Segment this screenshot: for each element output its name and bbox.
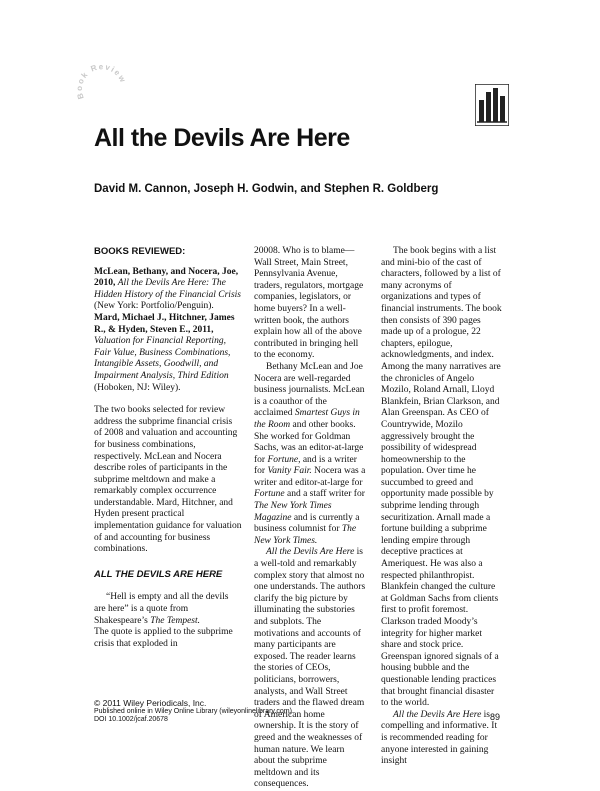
ref1-names: McLean, Bethany, and Nocera, Joe, 2010, [94, 266, 239, 289]
recommendation-book-title: All the Devils Are Here [393, 709, 482, 720]
column-1 [94, 246, 242, 650]
article-title: All the Devils Are Here [94, 124, 350, 152]
svg-text:Book Review [75, 62, 128, 100]
stamp-text: Book Review [74, 62, 128, 101]
copyright: © 2011 Wiley Periodicals, Inc. [94, 698, 207, 708]
published-online: Published online in Wiley Online Library (wileyonlinelibrary.com). [94, 707, 294, 715]
bio-text-4: Nocera was a writer and editor-at-large for [254, 466, 366, 488]
authors-bio-paragraph [254, 362, 366, 548]
story-paragraph [254, 547, 366, 790]
quote-paragraph [94, 592, 242, 627]
bio-text-6: and is currently a business columnist for [254, 512, 360, 535]
ref1-title: All the Devils Are Here: The Hidden History of the Financial Crisis [94, 278, 241, 300]
article-authors: David M. Cannon, Joseph H. Godwin, and Stephen R. Goldberg [94, 183, 439, 195]
ref2-names: Mard, Michael J., Hitchner, James R., & Hyden, Steven E., 2011, [94, 312, 235, 335]
structure-paragraph: The book begins with a list and mini-bio of the cast of characters, followed by a list of many acronyms of organizations and types of financial instruments. The book then consists of 390 pages made up of a prologue, 22 chapters, epilogue, acknowledgments, and index. Among the many narratives are the chronicles of Angelo Mozilo, Roland Arnall, Lloyd Blankfein, Brian Clarkson, and Alan Greenspan. As CEO of Countrywide, Mozilo aggressively brought the possibility of widespread homeownership to the population. Over time he succumbed to greed and opportunity made possible by subprime lending through securitization. Arnall made a fortune building a subprime lending empire through deceptive practices at Ameriquest. He was also a respected philanthropist. Blankfein changed the culture at Goldman Sachs from clients first to profit foremost. Clarkson traded Moody’s integrity for higher market share and stock price. Greenspan ignored signals of a housing bubble and the questionable lending practices that brought financial disaster to the world. [381, 246, 502, 709]
ref2-title: Valuation for Financial Reporting, Fair Value, Business Combinations, Intangible Assets, Goodwill, and Impairment Analysis, Third Edition [94, 336, 231, 381]
book-reference-2 [94, 313, 242, 394]
ref1-rest: (New York: Portfolio/Penguin). [94, 301, 214, 312]
story-book-title: All the Devils Are Here [266, 547, 355, 558]
quote-applied-paragraph: The quote is applied to the subprime crisis that exploded in [94, 627, 233, 649]
book-reference-1 [94, 267, 242, 313]
bio-fortune-1: Fortune [267, 454, 299, 465]
quote-text: “Hell is empty and all the devils are here” is a quote from Shakespeare’s [94, 592, 229, 626]
buildings-logo-icon [475, 84, 509, 126]
footer [94, 699, 294, 725]
intro-paragraph: The two books selected for review address the subprime financial crisis of 2008 and valuation and accounting for business combinations, respectively. McLean and Nocera describe roles of participants in the subprime meltdown and make a remarkably complex occurrence understandable. Mard, Hitchner, and Hyden present practical implementation guidance for valuation of and accounting for business combinations. [94, 405, 242, 555]
books-reviewed-heading: BOOKS REVIEWED: [94, 246, 186, 257]
bio-text-2: and other books. She worked for Goldman Sachs, was an editor-at-large for [254, 419, 364, 465]
recommendation-paragraph [381, 710, 502, 768]
bio-vanity-fair: Vanity Fair. [267, 466, 312, 477]
recommendation-text: is compelling and informative. It is recommended reading for anyone interested in gaining insight [381, 709, 498, 767]
story-text: is a well-told and remarkably complex story that almost no one understands. The authors clarify the big picture by illuminating the substories and subplots. The motivations and accounts of many participants are exposed. The reader learns the stories of CEOs, politicians, borrowers, analysts, and Wall Street traders and the flawed dream of American home ownership. It is the story of greed and the weaknesses of human nature. We learn about the subprime meltdown and its consequences. [254, 547, 366, 790]
bio-text-3: , and is a writer for [254, 454, 357, 477]
page-number: 89 [490, 712, 501, 722]
bio-book-title: Smartest Guys in the Room [254, 408, 360, 430]
bio-nyt-magazine: The New York Times Magazine [254, 501, 332, 523]
ref2-rest: (Hoboken, NJ: Wiley). [94, 382, 181, 393]
bio-text-5: and a staff writer for [284, 489, 365, 500]
section-heading: ALL THE DEVILS ARE HERE [94, 568, 223, 580]
bio-nyt: The New York Times. [254, 524, 357, 546]
column-3 [381, 246, 502, 768]
doi: DOI 10.1002/jcaf.20678 [94, 716, 168, 723]
blame-paragraph: 20008. Who is to blame—Wall Street, Main Street, Pennsylvania Avenue, traders, regulators, mortgage companies, legislators, or home buyers? In a well-written book, the authors explain how all of the above contributed in bringing hell to the economy. [254, 246, 364, 361]
book-review-stamp [74, 58, 130, 114]
bio-text-1: Bethany McLean and Joe Nocera are well-regarded business journalists. McLean is a coauthor of the acclaimed [254, 361, 365, 419]
quote-source: The Tempest. [150, 615, 200, 626]
bio-fortune-2: Fortune [254, 489, 285, 500]
